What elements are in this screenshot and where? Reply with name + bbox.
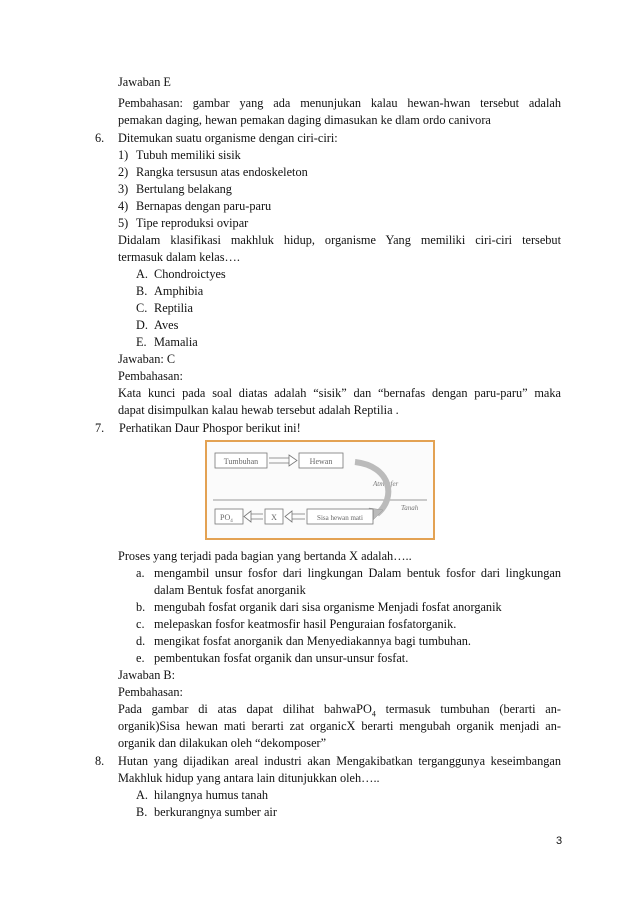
q6-trait: Bernapas dengan paru-paru <box>136 199 272 213</box>
atmosfer-label: Atmosfer <box>373 480 399 488</box>
option-key: c. <box>136 617 145 631</box>
option-text: Mamalia <box>154 335 198 349</box>
q5-answer: Jawaban E <box>118 75 171 89</box>
q6-trait-number: 4) <box>118 199 129 213</box>
option-text: mengambil unsur fosfor dari lingkungan Dalam bentuk fosfor dari lingkungan <box>154 566 561 580</box>
option-key: d. <box>136 634 146 648</box>
option-text: mengubah fosfat organik dari sisa organisme Menjadi fosfat anorganik <box>154 600 502 614</box>
option-text: Chondroictyes <box>154 267 226 281</box>
q7-explanation-line-2: organik)Sisa hewan mati berarti zat organicX berarti mengubah organik menjadi an- <box>118 719 561 733</box>
q7-number: 7. <box>95 421 105 435</box>
q7-explanation-heading: Pembahasan: <box>118 685 183 699</box>
option-key: B. <box>136 284 148 298</box>
option-text: Reptilia <box>154 301 193 315</box>
tanah-label: Tanah <box>401 504 419 512</box>
q8-stem-line-2: Makhluk hidup yang antara lain ditunjukkan oleh….. <box>118 771 380 785</box>
option-key: A. <box>136 788 148 802</box>
q6-trait-number: 3) <box>118 182 129 196</box>
option-text: hilangnya humus tanah <box>154 788 269 802</box>
page-number: 3 <box>556 835 563 847</box>
sisa-hewan-label: Sisa hewan mati <box>317 514 363 522</box>
q8-stem-line-1: Hutan yang dijadikan areal industri akan Mengakibatkan terganggunya keseimbangan <box>118 754 561 768</box>
option-key: A. <box>136 267 148 281</box>
po4-label: $PO_4$ <box>220 513 233 524</box>
q6-trait-number: 1) <box>118 148 129 162</box>
hewan-label: Hewan <box>309 457 333 466</box>
q6-trait-number: 2) <box>118 165 129 179</box>
q7-explanation-line-1: Pada gambar di atas dapat dilihat bahwaPO$_4$ termasuk tumbuhan (berarti an- <box>118 702 561 719</box>
q6-question-line-1: Didalam klasifikasi makhluk hidup, organisme Yang memiliki ciri-ciri tersebut <box>118 233 561 247</box>
q8-number: 8. <box>95 754 105 768</box>
option-text: Aves <box>154 318 179 332</box>
q6-answer: Jawaban: C <box>118 352 176 366</box>
option-key: B. <box>136 805 148 819</box>
q6-stem: Ditemukan suatu organisme dengan ciri-ciri: <box>118 131 338 145</box>
q6-explanation-line-1: Kata kunci pada soal diatas adalah “sisik” dan “bernafas dengan paru-paru” maka <box>118 386 561 400</box>
option-key: e. <box>136 651 145 665</box>
option-text: mengikat fosfat anorganik dan Menyediakannya bagi tumbuhan. <box>154 634 472 648</box>
option-text: berkurangnya sumber air <box>154 805 277 819</box>
q7-stem: Perhatikan Daur Phospor berikut ini! <box>119 421 301 435</box>
phosphorus-cycle-diagram <box>205 440 435 540</box>
x-label: X <box>271 513 277 522</box>
option-text: melepaskan fosfor keatmosfir hasil Penguraian fosfatorganik. <box>154 617 457 631</box>
q6-trait-number: 5) <box>118 216 129 230</box>
q6-explanation-line-2: dapat disimpulkan kalau hewab tersebut adalah Reptilia . <box>118 403 399 417</box>
q6-question-line-2: termasuk dalam kelas…. <box>118 250 240 264</box>
q6-trait: Rangka tersusun atas endoskeleton <box>136 165 308 179</box>
q6-number: 6. <box>95 131 105 145</box>
option-key: E. <box>136 335 147 349</box>
q5-explanation-line-2: pemakan daging, hewan pemakan daging dimasukan ke dlam ordo canivora <box>118 113 491 127</box>
q6-explanation-heading: Pembahasan: <box>118 369 183 383</box>
q7-explanation-line-3: organik dan dilakukan oleh “dekomposer” <box>118 736 327 750</box>
q5-explanation-line-1: Pembahasan: gambar yang ada menunjukan kalau hewan-hwan tersebut adalah <box>118 96 561 110</box>
q6-trait: Tubuh memiliki sisik <box>136 148 241 162</box>
option-key: a. <box>136 566 145 580</box>
q7-question: Proses yang terjadi pada bagian yang bertanda X adalah….. <box>118 549 412 563</box>
option-text-continued: dalam Bentuk fosfat anorganik <box>154 583 306 597</box>
option-text: Amphibia <box>154 284 204 298</box>
q7-answer: Jawaban B: <box>118 668 176 682</box>
option-text: pembentukan fosfat organik dan unsur-unsur fosfat. <box>154 651 409 665</box>
q6-trait: Tipe reproduksi ovipar <box>136 216 249 230</box>
option-key: b. <box>136 600 146 614</box>
q6-trait: Bertulang belakang <box>136 182 232 196</box>
option-key: D. <box>136 318 148 332</box>
tumbuhan-label: Tumbuhan <box>223 457 259 466</box>
option-key: C. <box>136 301 148 315</box>
